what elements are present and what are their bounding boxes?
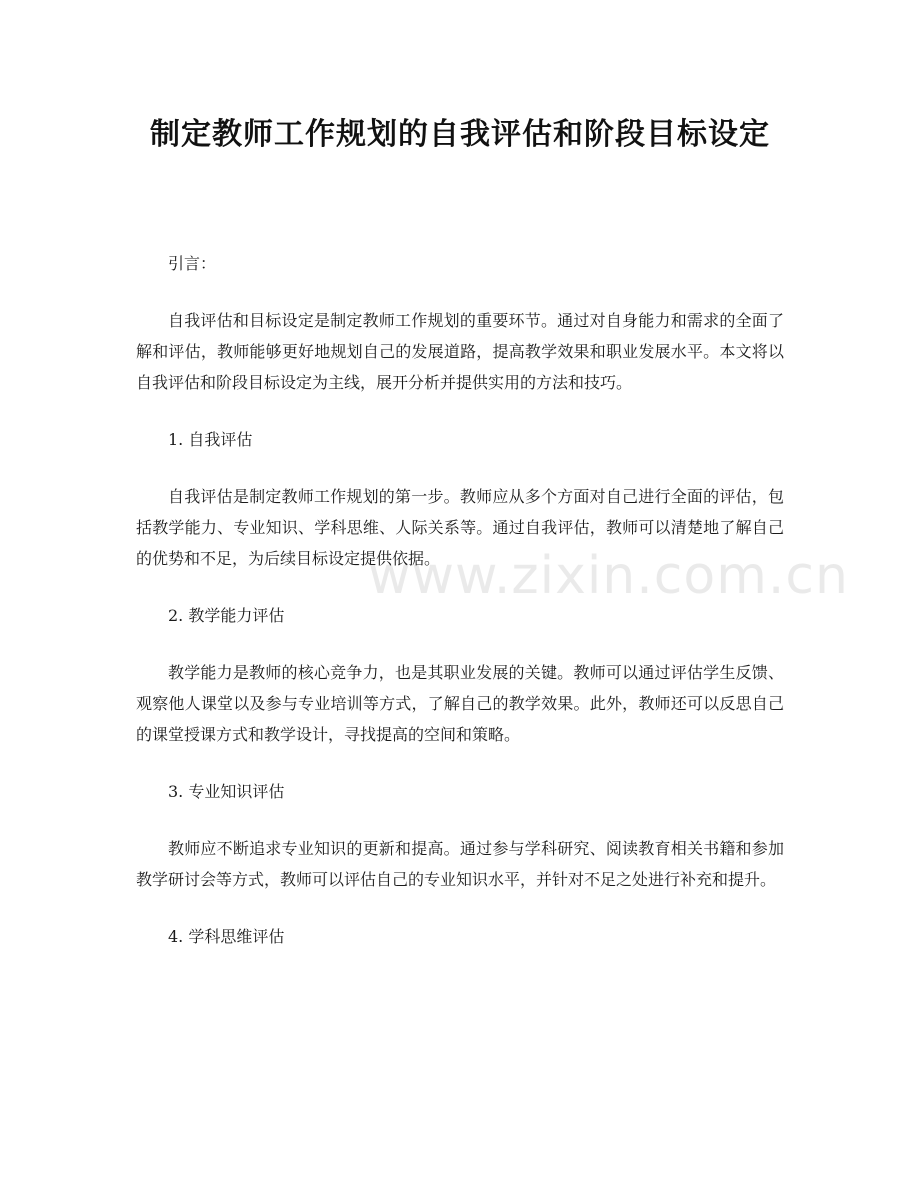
document-body [136, 248, 784, 978]
watermark-text: www.zixin.com.cn [368, 546, 849, 606]
paragraph-intro: 自我评估和目标设定是制定教师工作规划的重要环节。通过对自身能力和需求的全面了解和评估，教师能够更好地规划自己的发展道路，提高教学效果和职业发展水平。本文将以自我评估和阶段目标设定为主线，展开分析并提供实用的方法和技巧。 [136, 311, 784, 392]
paragraph-professional-knowledge: 教师应不断追求专业知识的更新和提高。通过参与学科研究、阅读教育相关书籍和参加教学研讨会等方式，教师可以评估自己的专业知识水平，并针对不足之处进行补充和提升。 [136, 839, 784, 889]
section-heading-self-assessment: 1. 自我评估 [168, 430, 253, 449]
section-heading-intro: 引言： [168, 254, 217, 273]
document-title: 制定教师工作规划的自我评估和阶段目标设定 [150, 117, 770, 152]
paragraph-teaching-ability: 教学能力是教师的核心竞争力，也是其职业发展的关键。教师可以通过评估学生反馈、观察他人课堂以及参与专业培训等方式，了解自己的教学效果。此外，教师还可以反思自己的课堂授课方式和教学设计，寻找提高的空间和策略。 [136, 663, 784, 744]
section-heading-subject-thinking: 4. 学科思维评估 [168, 927, 285, 946]
section-heading-teaching-ability: 2. 教学能力评估 [168, 606, 285, 625]
section-heading-professional-knowledge: 3. 专业知识评估 [168, 782, 285, 801]
paragraph-self-assessment: 自我评估是制定教师工作规划的第一步。教师应从多个方面对自己进行全面的评估，包括教学能力、专业知识、学科思维、人际关系等。通过自我评估，教师可以清楚地了解自己的优势和不足，为后续目标设定提供依据。 [136, 487, 784, 568]
